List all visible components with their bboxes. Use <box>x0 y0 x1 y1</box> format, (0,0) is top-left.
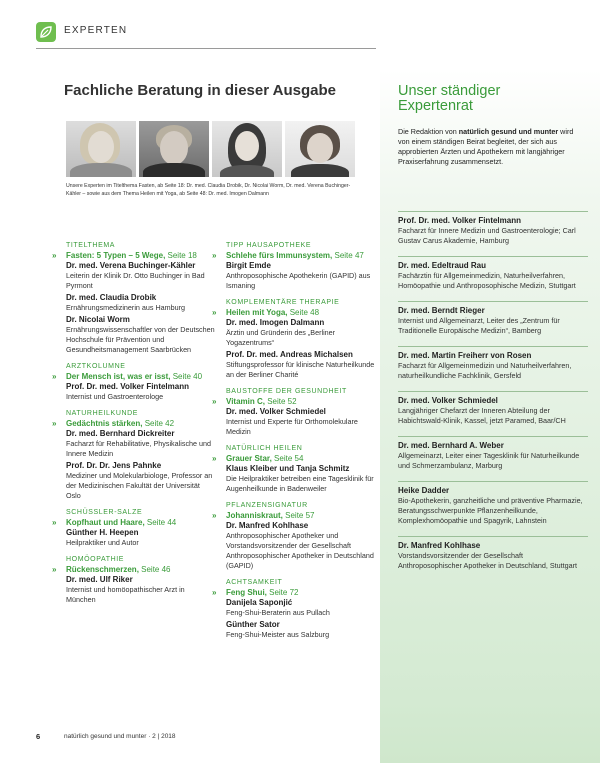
page-number: 6 <box>36 732 41 741</box>
topic-link[interactable] <box>52 251 216 261</box>
board-member-name: Heike Dadder <box>398 486 450 495</box>
board-member <box>398 436 588 471</box>
expert-description: Internist und Experte für Orthomolekulare Medizin <box>226 417 358 436</box>
topic-page: Seite 47 <box>332 251 364 260</box>
expert-name: Dr. med. Bernhard Dickreiter <box>66 429 175 438</box>
expert-description: Ernährungswissenschaftler von der Deutschen Hochschule für Prävention und Gesundheitsmanagement Saarbrücken <box>66 325 215 354</box>
board-member-description: Facharzt für Innere Medizin und Gastroenterologie; Carl Gustav Carus Akademie, Hamburg <box>398 226 576 245</box>
topic-link[interactable] <box>212 397 376 407</box>
left-column <box>52 241 216 612</box>
category-label: PFLANZENSIGNATUR <box>226 502 308 509</box>
board-member <box>398 391 588 426</box>
topic-link[interactable] <box>52 372 216 382</box>
board-member-name: Prof. Dr. med. Volker Fintelmann <box>398 216 521 225</box>
topic-link[interactable] <box>212 308 376 318</box>
topic-link[interactable] <box>212 454 376 464</box>
expert-description: Leiterin der Klinik Dr. Otto Buchinger in Bad Pyrmont <box>66 271 205 290</box>
expert-name: Dr. med. Claudia Drobik <box>66 293 157 302</box>
topic-title: Johanniskraut, <box>226 511 283 520</box>
expert-description: Facharzt für Rehabilitative, Physikalische und Innere Medizin <box>66 439 212 458</box>
board-member-name: Dr. Manfred Kohlhase <box>398 541 481 550</box>
board-member <box>398 481 588 526</box>
topic-section <box>52 555 216 605</box>
board-member-name: Dr. med. Berndt Rieger <box>398 306 485 315</box>
board-member-description: Fachärztin für Allgemeinmedizin, Naturheilverfahren, Homöopathie und Anthroposophische Medizin, Stuttgart <box>398 271 576 290</box>
double-chevron-icon: » <box>52 518 57 527</box>
category-label: SCHÜSSLER-SALZE <box>66 509 143 516</box>
expert-photo <box>212 121 282 177</box>
expert-name: Dr. med. Verena Buchinger-Kähler <box>66 261 196 270</box>
topic-title: Vitamin C, <box>226 397 265 406</box>
photo-caption: Unsere Experten im Titelthema Fasten, ab Seite 18: Dr. med. Claudia Drobik, Dr. Nicolai Worm, Dr. med. Verena Buchinger-Kähler – sowie aus dem Thema Heilen mit Yoga, ab Seite 48: Dr. med. Imogen Dalmann <box>66 183 351 197</box>
board-member <box>398 346 588 381</box>
expert-name: Dr. med. Volker Schmiedel <box>226 407 326 416</box>
board-member <box>398 211 588 246</box>
expert-name: Prof. Dr. med. Andreas Michalsen <box>226 350 353 359</box>
topic-link[interactable] <box>212 588 376 598</box>
expert-name: Birgit Emde <box>226 261 271 270</box>
expert-description: Heilpraktiker und Autor <box>66 538 139 547</box>
topic-title: Fasten: 5 Typen – 5 Wege, <box>66 251 166 260</box>
topic-page: Seite 57 <box>282 511 315 520</box>
expert-description: Mediziner und Molekularbiologe, Professor an der Medizinischen Fakultät der Universität Oslo <box>66 471 213 500</box>
expert-description: Anthroposophische Apothekerin (GAPID) aus Ismaning <box>226 271 371 290</box>
topic-page: Seite 44 <box>144 518 177 527</box>
category-label: NATURHEILKUNDE <box>66 410 139 417</box>
double-chevron-icon: » <box>212 454 217 463</box>
topic-section <box>212 578 376 640</box>
board-member-description: Langjähriger Chefarzt der Inneren Abteilung der Habichtswald-Klinik, Kassel, jetzt Paramed, Baar/CH <box>398 406 566 425</box>
expert-name: Dr. med. Ulf Riker <box>66 575 133 584</box>
expert-photos <box>66 121 355 177</box>
sidebar-intro: Die Redaktion von natürlich gesund und munter wird von einem ständigen Beirat begleitet, der sich aus approbierten Ärzten und Apothekern mit langjähriger Praxiserfahrung zusammensetzt. <box>398 127 574 166</box>
topic-section <box>212 501 376 571</box>
category-label: KOMPLEMENTÄRE THERAPIE <box>226 299 340 306</box>
double-chevron-icon: » <box>52 372 57 381</box>
expert-description: Feng-Shui-Beraterin aus Pullach <box>226 608 330 617</box>
category-label: HOMÖOPATHIE <box>66 556 125 563</box>
topic-title: Feng Shui, <box>226 588 267 597</box>
board-member-description: Facharzt für Allgemeinmedizin und Naturheilverfahren, naturheilkundliche Fachklinik, Gersfeld <box>398 361 572 380</box>
topic-section <box>52 409 216 501</box>
topic-section <box>52 508 216 548</box>
expert-description: Ärztin und Gründerin des „Berliner Yogazentrums“ <box>226 328 336 347</box>
leaf-icon <box>36 22 56 42</box>
board-member-description: Allgemeinarzt, Leiter einer Tagesklinik für Naturheilkunde und Schmerzambulanz, Marburg <box>398 451 580 470</box>
topic-section <box>212 241 376 291</box>
board-member <box>398 536 588 571</box>
topic-link[interactable] <box>52 565 216 575</box>
topic-page: Seite 46 <box>138 565 171 574</box>
board-member <box>398 301 588 336</box>
category-label: TIPP HAUSAPOTHEKE <box>226 242 312 249</box>
expert-name: Klaus Kleiber und Tanja Schmitz <box>226 464 350 473</box>
advisory-board-list <box>398 211 588 581</box>
topic-title: Grauer Star, <box>226 454 272 463</box>
expert-name: Dr. Nicolai Worm <box>66 315 130 324</box>
board-member-name: Dr. med. Edeltraud Rau <box>398 261 487 270</box>
expert-description: Internist und Gastroenterologe <box>66 392 164 401</box>
board-member-name: Dr. med. Bernhard A. Weber <box>398 441 504 450</box>
expert-description: Ernährungsmedizinerin aus Hamburg <box>66 303 186 312</box>
double-chevron-icon: » <box>212 308 217 317</box>
board-member-name: Dr. med. Volker Schmiedel <box>398 396 498 405</box>
board-member-description: Internist und Allgemeinarzt, Leiter des „Zentrum für Traditionelle Europäische Medizin“, Bamberg <box>398 316 560 335</box>
board-member <box>398 256 588 291</box>
topic-link[interactable] <box>52 419 216 429</box>
expert-description: Anthroposophischer Apotheker und Vorstandsvorsitzender der Gesellschaft Anthroposophischer Apotheker in Deutschland (GAPID) <box>226 531 374 570</box>
double-chevron-icon: » <box>212 397 217 406</box>
category-label: BAUSTOFFE DER GESUNDHEIT <box>226 388 347 395</box>
topic-title: Gedächtnis stärken, <box>66 419 143 428</box>
expert-photo <box>285 121 355 177</box>
section-label: EXPERTEN <box>64 25 128 36</box>
double-chevron-icon: » <box>52 251 57 260</box>
topic-link[interactable] <box>212 251 376 261</box>
middle-column <box>212 241 376 647</box>
board-member-description: Bio-Apothekerin, ganzheitliche und präventive Pharmazie, Beratungsschwerpunkte Pflanzenheilkunde, Komplexhomöopathie und Spagyrik, Lahnstein <box>398 496 583 525</box>
category-label: TITELTHEMA <box>66 242 116 249</box>
double-chevron-icon: » <box>212 588 217 597</box>
expert-name: Dr. Manfred Kohlhase <box>226 521 309 530</box>
expert-name: Prof. Dr. med. Volker Fintelmann <box>66 382 189 391</box>
topic-page: Seite 48 <box>287 308 320 317</box>
topic-section <box>212 444 376 494</box>
topic-title: Der Mensch ist, was er isst, <box>66 372 171 381</box>
expert-photo <box>66 121 136 177</box>
topic-page: Seite 72 <box>266 588 299 597</box>
expert-name: Danijela Saponjić <box>226 598 293 607</box>
topic-section <box>52 241 216 355</box>
double-chevron-icon: » <box>212 511 217 520</box>
topic-link[interactable] <box>212 511 376 521</box>
topic-section <box>212 298 376 380</box>
expert-description: Internist und homöopathischer Arzt in München <box>66 585 185 604</box>
category-label: NATÜRLICH HEILEN <box>226 445 303 452</box>
topic-title: Kopfhaut und Haare, <box>66 518 145 527</box>
expert-description: Stiftungsprofessor für klinische Naturheilkunde an der Berliner Charité <box>226 360 375 379</box>
expert-photo <box>139 121 209 177</box>
double-chevron-icon: » <box>52 419 57 428</box>
header-divider <box>36 48 376 49</box>
expert-name: Dr. med. Imogen Dalmann <box>226 318 325 327</box>
topic-page: Seite 42 <box>142 419 175 428</box>
double-chevron-icon: » <box>212 251 217 260</box>
topic-page: Seite 40 <box>170 372 203 381</box>
topic-section <box>52 362 216 402</box>
topic-page: Seite 18 <box>165 251 197 260</box>
expert-name: Günther Sator <box>226 620 280 629</box>
expert-description: Die Heilpraktiker betreiben eine Tagesklinik für Augenheilkunde in Badenweiler <box>226 474 374 493</box>
board-member-description: Vorstandsvorsitzender der Gesellschaft Anthroposophischer Apotheker in Deutschland, Stuttgart <box>398 551 577 570</box>
page-title: Fachliche Beratung in dieser Ausgabe <box>64 82 337 99</box>
category-label: ACHTSAMKEIT <box>226 579 283 586</box>
expert-name: Prof. Dr. Dr. Jens Pahnke <box>66 461 162 470</box>
board-member-name: Dr. med. Martin Freiherr von Rosen <box>398 351 532 360</box>
expert-name: Günther H. Heepen <box>66 528 139 537</box>
topic-title: Schlehe fürs Immunsystem, <box>226 251 333 260</box>
category-label: ARZTKOLUMNE <box>66 363 126 370</box>
topic-page: Seite 54 <box>271 454 304 463</box>
sidebar-title: Unser ständiger Expertenrat <box>398 83 501 114</box>
double-chevron-icon: » <box>52 565 57 574</box>
expert-description: Feng-Shui-Meister aus Salzburg <box>226 630 330 639</box>
topic-page: Seite 52 <box>264 397 297 406</box>
footer-text: natürlich gesund und munter · 2 | 2018 <box>64 733 176 740</box>
topic-title: Rückenschmerzen, <box>66 565 139 574</box>
topic-title: Heilen mit Yoga, <box>226 308 288 317</box>
topic-link[interactable] <box>52 518 216 528</box>
topic-section <box>212 387 376 437</box>
